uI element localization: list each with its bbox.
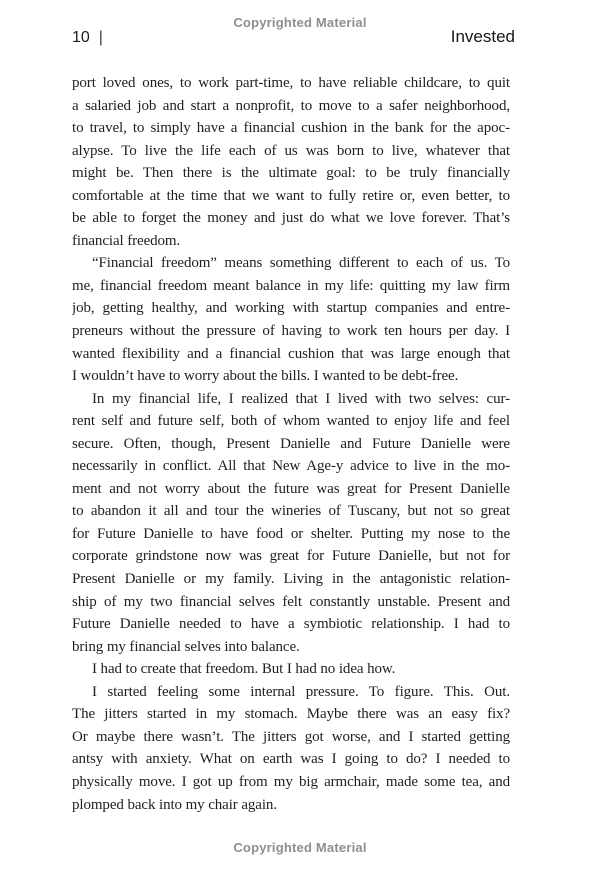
body-text: [72, 72, 510, 816]
text-line: The jitters started in my stomach. Maybe there was an easy fix?: [72, 706, 510, 723]
copyright-notice-bottom: Copyrighted Material: [233, 840, 367, 855]
text-line: antsy with anxiety. What on earth was I going to do? I needed to: [72, 751, 510, 768]
text-line: job, getting healthy, and working with startup companies and entre-: [72, 300, 510, 317]
text-line: Or maybe there wasn’t. The jitters got worse, and I started getting: [72, 728, 510, 745]
text-line: wanted flexibility and a financial cushion that was large enough that: [72, 345, 510, 362]
text-line: Present Danielle or my family. Living in the antagonistic relation-: [72, 571, 510, 588]
text-line: “Financial freedom” means something different to each of us. To: [92, 255, 510, 272]
text-line: port loved ones, to work part-time, to have reliable childcare, to quit: [72, 75, 510, 91]
text-line: physically move. I got up from my big armchair, made some tea, and: [72, 773, 510, 790]
page-number: 10: [72, 29, 90, 46]
text-line: bring my financial selves into balance.: [72, 638, 300, 655]
page-number-group: [72, 29, 103, 47]
copyright-notice-top: Copyrighted Material: [233, 15, 367, 30]
book-title: Invested: [450, 27, 515, 46]
text-line: In my financial life, I realized that I lived with two selves: cur-: [92, 390, 510, 407]
text-line: I had to create that freedom. But I had no idea how.: [92, 661, 396, 678]
text-line: I wouldn’t have to worry about the bills. I wanted to be debt-free.: [72, 368, 459, 385]
text-line: to abandon it all and tour the wineries of Tuscany, but not so great: [72, 503, 510, 520]
text-line: might be. Then there is the ultimate goal: to be truly financially: [72, 165, 510, 182]
text-line: alypse. To live the life each of us was born to live, whatever that: [72, 142, 510, 159]
text-line: I started feeling some internal pressure. To figure. This. Out.: [92, 683, 510, 700]
header-separator: |: [98, 29, 103, 46]
text-line: necessarily in conflict. All that New Age-y advice to live in the mo-: [72, 458, 510, 475]
text-line: ment and not worry about the future was great for Present Danielle: [72, 480, 510, 497]
text-line: a salaried job and start a nonprofit, to move to a safer neighborhood,: [72, 97, 510, 114]
text-line: preneurs without the pressure of having to work ten hours per day. I: [72, 323, 510, 340]
text-line: ship of my two financial selves felt constantly unstable. Present and: [72, 593, 510, 610]
running-header: [72, 27, 515, 47]
text-line: me, financial freedom meant balance in my life: quitting my law firm: [72, 277, 510, 294]
text-line: secure. Often, though, Present Danielle and Future Danielle were: [72, 435, 510, 452]
text-line: be able to forget the money and just do what we love forever. That’s: [72, 210, 510, 227]
text-line: corporate grindstone now was great for Future Danielle, but not for: [72, 548, 510, 565]
text-line: financial freedom.: [72, 232, 181, 249]
text-line: comfortable at the time that we want to fully retire or, even better, to: [72, 187, 510, 204]
text-line: rent self and future self, both of whom wanted to enjoy life and feel: [72, 413, 510, 430]
text-line: to travel, to simply have a financial cushion in the bank for the apoc-: [72, 120, 510, 137]
text-line: Future Danielle needed to have a symbiotic relationship. I had to: [72, 616, 510, 633]
text-line: for Future Danielle to have food or shelter. Putting my nose to the: [72, 525, 510, 542]
text-line: plomped back into my chair again.: [72, 796, 277, 813]
